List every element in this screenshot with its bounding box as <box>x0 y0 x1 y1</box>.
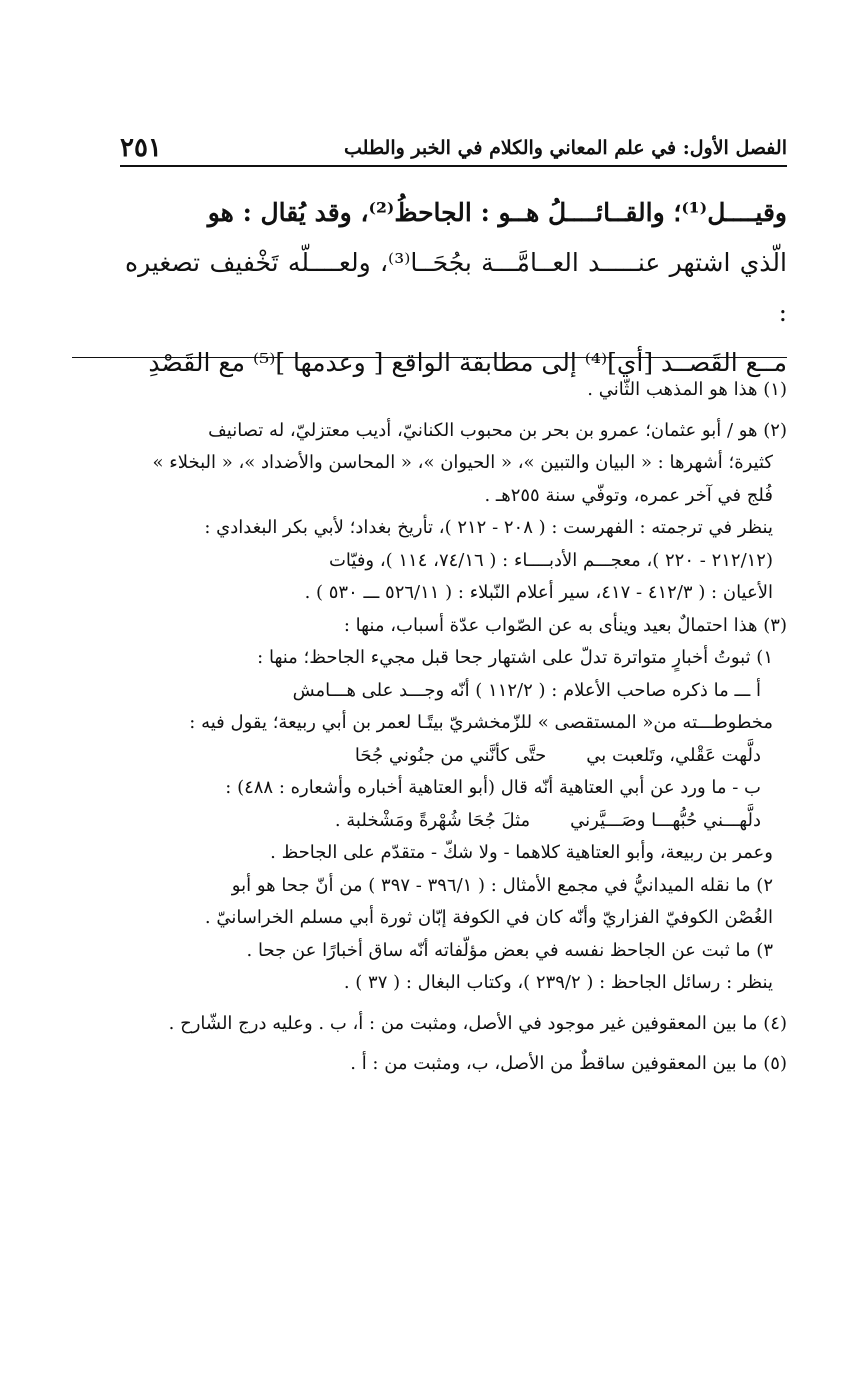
footnote-3-line: (٣) هذا احتمالٌ بعيد وينأى به عن الصّواب عدّة أسباب، منها : <box>343 614 787 636</box>
main-line-3: مــع القَصــد [أي]⁽⁴⁾ إلى مطابقة الواقع [ وعدمها ]⁽⁵⁾ مع القَصْدِ <box>148 348 787 377</box>
footnote-3-line: ينظر : رسائل الجاحظ : ( ٢٣٩/٢ )، وكتاب البغال : ( ٣٧ ) . <box>343 972 773 993</box>
verse-2-first-hemistich: دلَّهـــني حُبُّهـــا وصَـــيَّرني <box>570 809 761 831</box>
footnote-3-line: الغُصْن الكوفيّ الفزاريّ وأنّه كان في الكوفة إبّان ثورة أبي مسلم الخراسانيّ . <box>204 907 773 928</box>
footnote-2-line: فُلج في آخر عمره، وتوفّي سنة ٢٥٥هـ . <box>484 484 773 506</box>
main-line-1: وقيــــل⁽¹⁾؛ والقــائــــلُ هــو : الجاحظُ⁽²⁾، وقد يُقال : هو <box>207 198 787 227</box>
page-number: ٢٥١ <box>120 133 162 163</box>
footnote-3-line: مخطوطـــته من« المستقصى » للزّمخشريّ بيتًـا لعمر بن أبي ربيعة؛ يقول فيه : <box>189 712 773 733</box>
footnote-2-line: كثيرة؛ أشهرها : « البيان والتبين »، « الحيوان »، « المحاسن والأضداد »، « البخلاء » <box>152 452 773 473</box>
footnote-2-line: ينظر في ترجمته : الفهرست : ( ٢٠٨ - ٢١٢ )، تأريخ بغداد؛ لأبي بكر البغدادي : <box>204 517 773 538</box>
footnote-3-line: وعمر بن ربيعة، وأبو العتاهية كلاهما - ولا شكّ - متقدّم على الجاحظ . <box>270 842 773 863</box>
footnote-2-line: (٢١٢/١٢ - ٢٢٠ )، معجـــم الأدبــــاء : ( ٧٤/١٦، ١١٤ )، وفيّات <box>328 549 773 571</box>
footnote-divider <box>72 357 787 358</box>
footnote-3-line: ٢) ما نقله الميدانيُّ في مجمع الأمثال : ( ٣٩٦/١ - ٣٩٧ ) من أنّ جحا هو أبو <box>231 874 773 896</box>
verse-1 <box>125 740 787 773</box>
footnote-2-line: الأعيان : ( ٤١٢/٣ - ٤١٧، سير أعلام النّبلاء : ( ٥٢٦/١١ ـــ ٥٣٠ ) . <box>304 582 773 603</box>
footnote-3-line: ١) ثبوتُ أخبارٍ متواترة تدلّ على اشتهار جحا قبل مجيء الجاحظ؛ منها : <box>257 647 773 668</box>
verse-1-second-hemistich: حتَّى كأنَّني من جنُوني جُحَا <box>354 744 547 766</box>
footnotes <box>125 374 787 1081</box>
chapter-title: الفصل الأول: في علم المعاني والكلام في الخبر والطلب <box>344 137 787 159</box>
footnote-5: (٥) ما بين المعقوفين ساقطٌ من الأصل، ب، ومثبت من : أ . <box>350 1053 787 1074</box>
main-text <box>125 188 787 388</box>
running-header <box>120 128 787 168</box>
main-line-2: الّذي اشتهر عنـــــد العــامَّـــة بجُحَــا⁽³⁾، ولعــــلّه تَخْفيف تصغيره : <box>125 248 787 327</box>
verse-1-first-hemistich: دلَّهت عَقْلي، وتَلعبت بي <box>586 744 761 766</box>
footnote-4: (٤) ما بين المعقوفين غير موجود في الأصل، ومثبت من : أ، ب . وعليه درج الشّارح . <box>168 1012 787 1034</box>
footnote-2-line: (٢) هو / أبو عثمان؛ عمرو بن بحر بن محبوب الكنانيّ، أديب معتزليّ، له تصانيف <box>208 419 787 441</box>
footnote-3-line: ب - ما ورد عن أبي العتاهية أنّه قال (أبو العتاهية أخباره وأشعاره : ٤٨٨) : <box>225 777 761 798</box>
verse-2 <box>125 805 787 838</box>
footnote-3-line: ٣) ما ثبت عن الجاحظ نفسه في بعض مؤلّفاته أنّه ساق أخبارًا عن جحا . <box>246 939 773 961</box>
footnote-3-line: أ ـــ ما ذكره صاحب الأعلام : ( ١١٢/٢ ) أنّه وجـــد على هـــامش <box>292 679 761 701</box>
footnote-1: (١) هذا هو المذهب الثّاني . <box>587 379 787 400</box>
header-divider <box>120 165 787 167</box>
verse-2-second-hemistich: مثلَ جُحَا شُهْرةً ومَشْخلبة . <box>334 809 531 831</box>
